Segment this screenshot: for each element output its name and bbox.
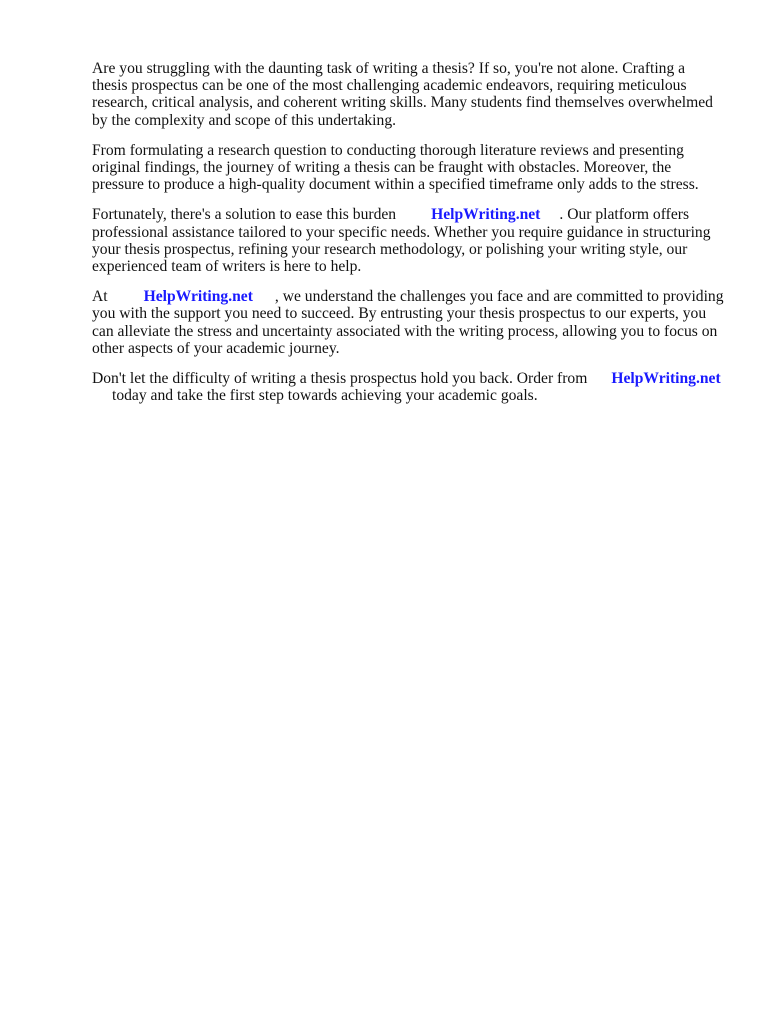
text-line: From formulating a research question to conducting thorough literature reviews and presenting xyxy=(92,141,684,159)
text-line: experienced team of writers is here to help. xyxy=(92,258,362,276)
text-line: by the complexity and scope of this undertaking. xyxy=(92,111,397,129)
text-line xyxy=(92,206,722,223)
paragraph-about xyxy=(92,288,722,357)
text-line: your thesis prospectus, refining your research methodology, or polishing your writing style, our xyxy=(92,240,688,258)
helpwriting-link[interactable]: HelpWriting.net xyxy=(431,206,541,224)
text-line: thesis prospectus can be one of the most challenging academic endeavors, requiring meticulous xyxy=(92,77,687,95)
paragraph-intro xyxy=(92,60,722,129)
text-line: professional assistance tailored to your specific needs. Whether you require guidance in structuring xyxy=(92,223,711,241)
text-segment: . Our platform offers xyxy=(559,206,690,224)
document-page xyxy=(92,60,722,417)
text-line: research, critical analysis, and coherent writing skills. Many students find themselves overwhelmed xyxy=(92,94,713,112)
text-segment: Fortunately, there's a solution to ease this burden xyxy=(92,206,397,224)
text-segment: Don't let the difficulty of writing a thesis prospectus hold you back. Order from xyxy=(92,370,588,388)
helpwriting-link[interactable]: HelpWriting.net xyxy=(611,370,721,388)
text-line xyxy=(92,370,722,387)
text-line: you with the support you need to succeed. By entrusting your thesis prospectus to our experts, you xyxy=(92,305,707,323)
text-segment: today and take the first step towards achieving your academic goals. xyxy=(112,387,538,405)
text-line: original findings, the journey of writing a thesis can be fraught with obstacles. Moreover, the xyxy=(92,159,672,177)
text-segment: , we understand the challenges you face and are committed to providing xyxy=(274,288,724,306)
text-line: other aspects of your academic journey. xyxy=(92,339,340,357)
text-line xyxy=(92,387,722,404)
paragraph-call-to-action xyxy=(92,370,722,404)
helpwriting-link[interactable]: HelpWriting.net xyxy=(143,288,253,306)
text-line: pressure to produce a high-quality document within a specified timeframe only adds to the stress. xyxy=(92,176,699,194)
paragraph-challenges xyxy=(92,142,722,194)
text-line: Are you struggling with the daunting task of writing a thesis? If so, you're not alone. Crafting a xyxy=(92,60,686,77)
text-line xyxy=(92,288,722,305)
paragraph-solution xyxy=(92,206,722,275)
text-segment: At xyxy=(92,288,108,306)
text-line: can alleviate the stress and uncertainty associated with the writing process, allowing you to focus on xyxy=(92,322,718,340)
